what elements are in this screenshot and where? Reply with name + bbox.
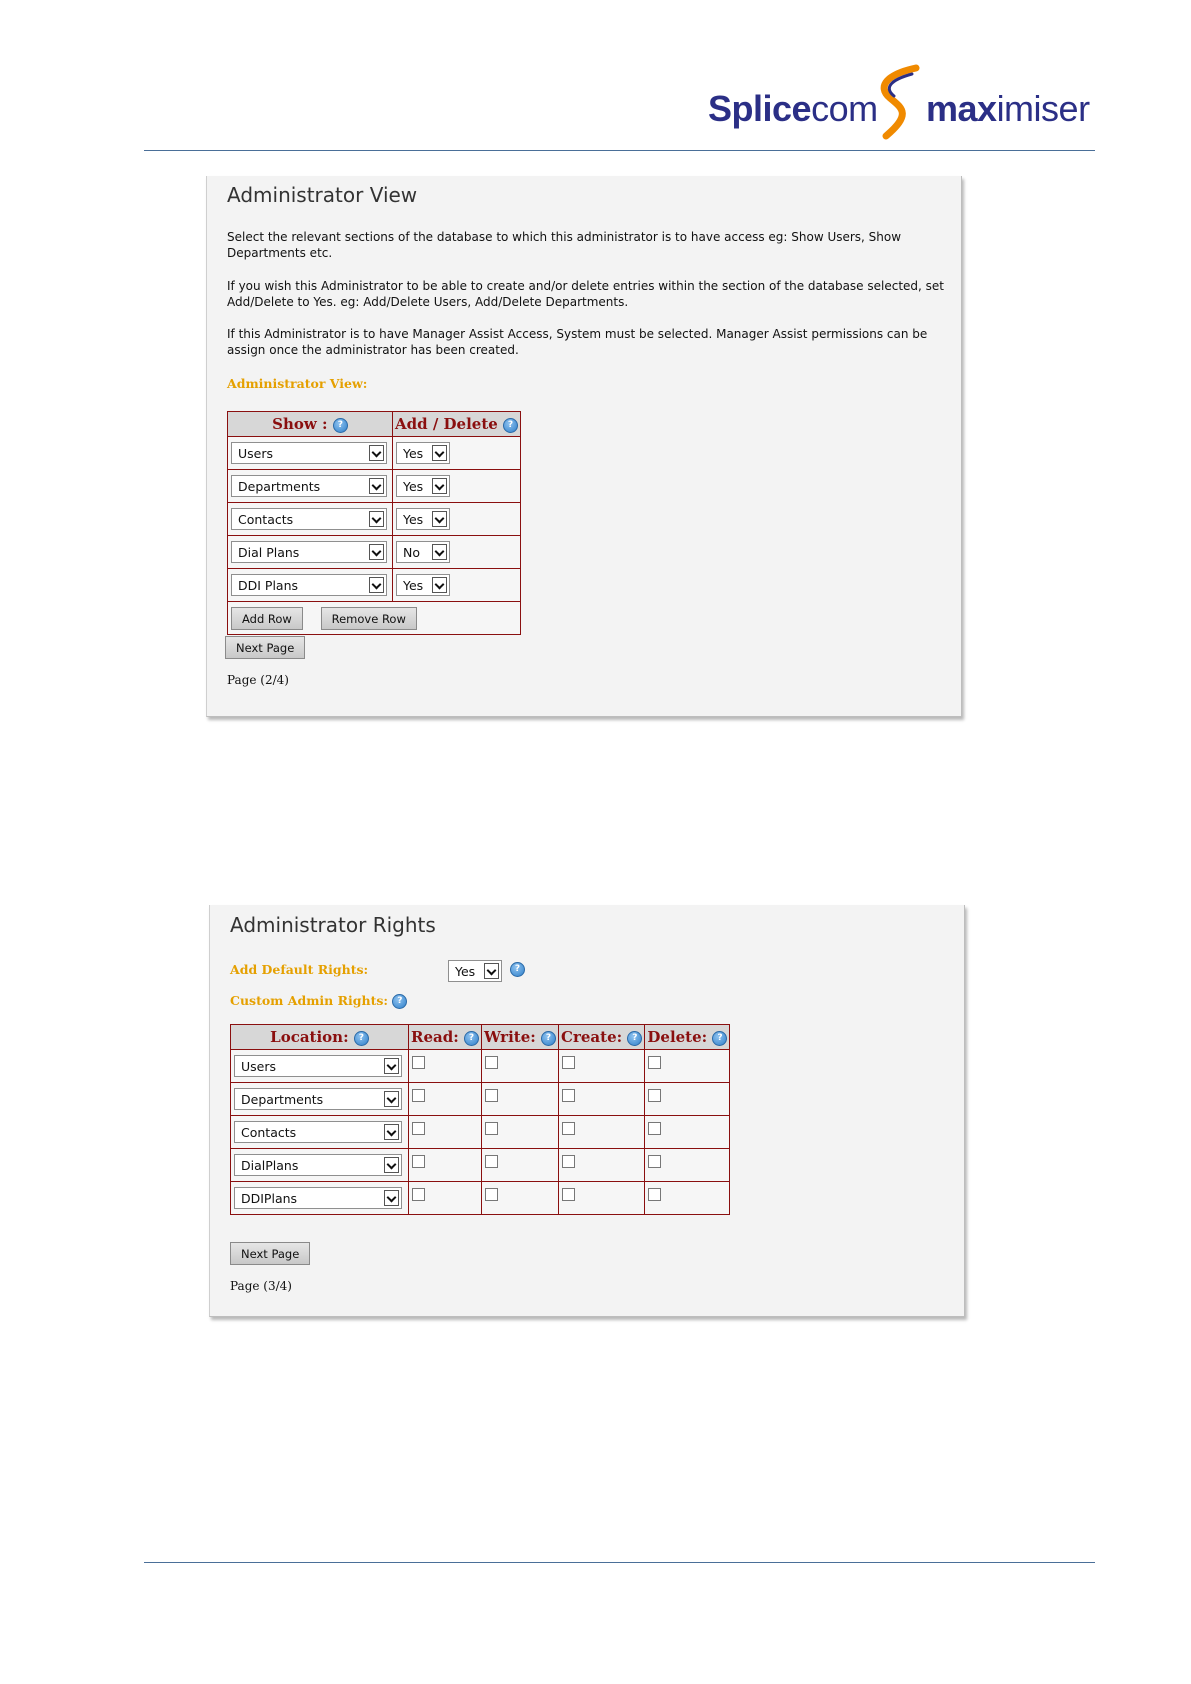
table-row (228, 569, 521, 602)
show-select[interactable]: Contacts (231, 508, 387, 530)
delete-checkbox[interactable] (648, 1056, 661, 1069)
page-indicator: Page (2/4) (227, 673, 289, 687)
location-select[interactable]: Contacts (234, 1121, 402, 1143)
table-row (231, 1182, 730, 1215)
instructions-paragraph-2: If you wish this Administrator to be able to create and/or delete entries within the section of the database selected, set Add/Delete to Yes. eg: Add/Delete Users, Add/Delete Departments. (227, 279, 944, 309)
column-header-read: Read: ? (409, 1025, 482, 1050)
chevron-down-icon (369, 544, 384, 560)
read-checkbox[interactable] (412, 1155, 425, 1168)
column-header-location: Location: ? (231, 1025, 409, 1050)
help-circle-icon[interactable]: ? (712, 1031, 727, 1046)
table-row (228, 437, 521, 470)
delete-checkbox[interactable] (648, 1188, 661, 1201)
chevron-down-icon (369, 445, 384, 461)
chevron-down-icon (369, 577, 384, 593)
add-delete-select[interactable]: Yes (396, 574, 450, 596)
chevron-down-icon (369, 478, 384, 494)
chevron-down-icon (432, 478, 447, 494)
table-row (228, 470, 521, 503)
default-rights-select[interactable]: Yes (448, 960, 502, 982)
location-select[interactable]: DDIPlans (234, 1187, 402, 1209)
write-checkbox[interactable] (485, 1056, 498, 1069)
chevron-down-icon (384, 1091, 399, 1107)
show-permissions-table (227, 411, 521, 635)
read-checkbox[interactable] (412, 1089, 425, 1102)
logo-maximiser-text: maximiser (926, 88, 1090, 129)
section-label: Administrator View: (227, 376, 368, 391)
location-select[interactable]: DialPlans (234, 1154, 402, 1176)
footer-divider (144, 1562, 1095, 1563)
column-header-delete: Delete: ? (645, 1025, 730, 1050)
chevron-down-icon (432, 445, 447, 461)
chevron-down-icon (384, 1190, 399, 1206)
page-indicator: Page (3/4) (230, 1279, 292, 1293)
add-delete-select[interactable]: Yes (396, 442, 450, 464)
delete-checkbox[interactable] (648, 1089, 661, 1102)
help-circle-icon[interactable]: ? (392, 994, 407, 1009)
chevron-down-icon (432, 544, 447, 560)
panel-title: Administrator Rights (230, 913, 436, 937)
panel-title: Administrator View (227, 183, 418, 207)
add-row-button[interactable]: Add Row (231, 607, 303, 630)
administrator-rights-panel (209, 905, 965, 1317)
next-page-button[interactable]: Next Page (225, 636, 305, 659)
show-select[interactable]: Departments (231, 475, 387, 497)
write-checkbox[interactable] (485, 1155, 498, 1168)
show-select[interactable]: Dial Plans (231, 541, 387, 563)
help-circle-icon[interactable]: ? (503, 418, 518, 433)
chevron-down-icon (384, 1058, 399, 1074)
read-checkbox[interactable] (412, 1056, 425, 1069)
read-checkbox[interactable] (412, 1122, 425, 1135)
create-checkbox[interactable] (562, 1056, 575, 1069)
table-row (231, 1050, 730, 1083)
table-actions-row (228, 602, 521, 635)
table-row (228, 536, 521, 569)
chevron-down-icon (384, 1157, 399, 1173)
next-page-button[interactable]: Next Page (230, 1242, 310, 1265)
show-select[interactable]: DDI Plans (231, 574, 387, 596)
table-row (231, 1149, 730, 1182)
add-delete-select[interactable]: Yes (396, 475, 450, 497)
help-circle-icon[interactable]: ? (510, 962, 525, 977)
chevron-down-icon (432, 511, 447, 527)
location-select[interactable]: Users (234, 1055, 402, 1077)
header-divider (144, 150, 1095, 151)
delete-checkbox[interactable] (648, 1122, 661, 1135)
help-circle-icon[interactable]: ? (464, 1031, 479, 1046)
chevron-down-icon (484, 963, 499, 979)
read-checkbox[interactable] (412, 1188, 425, 1201)
show-select[interactable]: Users (231, 442, 387, 464)
column-header-create: Create: ? (559, 1025, 645, 1050)
create-checkbox[interactable] (562, 1089, 575, 1102)
remove-row-button[interactable]: Remove Row (321, 607, 417, 630)
help-circle-icon[interactable]: ? (627, 1031, 642, 1046)
logo-swoosh-icon (868, 64, 928, 140)
create-checkbox[interactable] (562, 1188, 575, 1201)
column-header-show: Show : ? (228, 412, 393, 437)
column-header-write: Write: ? (482, 1025, 559, 1050)
table-row (228, 503, 521, 536)
chevron-down-icon (432, 577, 447, 593)
table-row (231, 1083, 730, 1116)
chevron-down-icon (369, 511, 384, 527)
add-delete-select[interactable]: Yes (396, 508, 450, 530)
chevron-down-icon (384, 1124, 399, 1140)
splicecom-maximiser-logo (708, 62, 1098, 140)
write-checkbox[interactable] (485, 1089, 498, 1102)
administrator-view-panel (206, 176, 962, 717)
instructions-paragraph-3: If this Administrator is to have Manager Assist Access, System must be selected. Manager Assist permissions can be assign once the administrator has been created. (227, 327, 928, 357)
location-select[interactable]: Departments (234, 1088, 402, 1110)
help-circle-icon[interactable]: ? (541, 1031, 556, 1046)
column-header-add-delete: Add / Delete ? (393, 412, 521, 437)
create-checkbox[interactable] (562, 1122, 575, 1135)
admin-rights-table (230, 1024, 730, 1215)
logo-splicecom-text: Splicecom (708, 88, 878, 129)
default-rights-label: Add Default Rights: (230, 962, 369, 977)
write-checkbox[interactable] (485, 1122, 498, 1135)
custom-rights-label: Custom Admin Rights: ? (230, 993, 407, 1009)
delete-checkbox[interactable] (648, 1155, 661, 1168)
create-checkbox[interactable] (562, 1155, 575, 1168)
help-circle-icon[interactable]: ? (333, 418, 348, 433)
write-checkbox[interactable] (485, 1188, 498, 1201)
table-row (231, 1116, 730, 1149)
help-circle-icon[interactable]: ? (354, 1031, 369, 1046)
instructions-paragraph-1: Select the relevant sections of the database to which this administrator is to have access eg: Show Users, Show Departments etc. (227, 230, 902, 260)
add-delete-select[interactable]: No (396, 541, 450, 563)
